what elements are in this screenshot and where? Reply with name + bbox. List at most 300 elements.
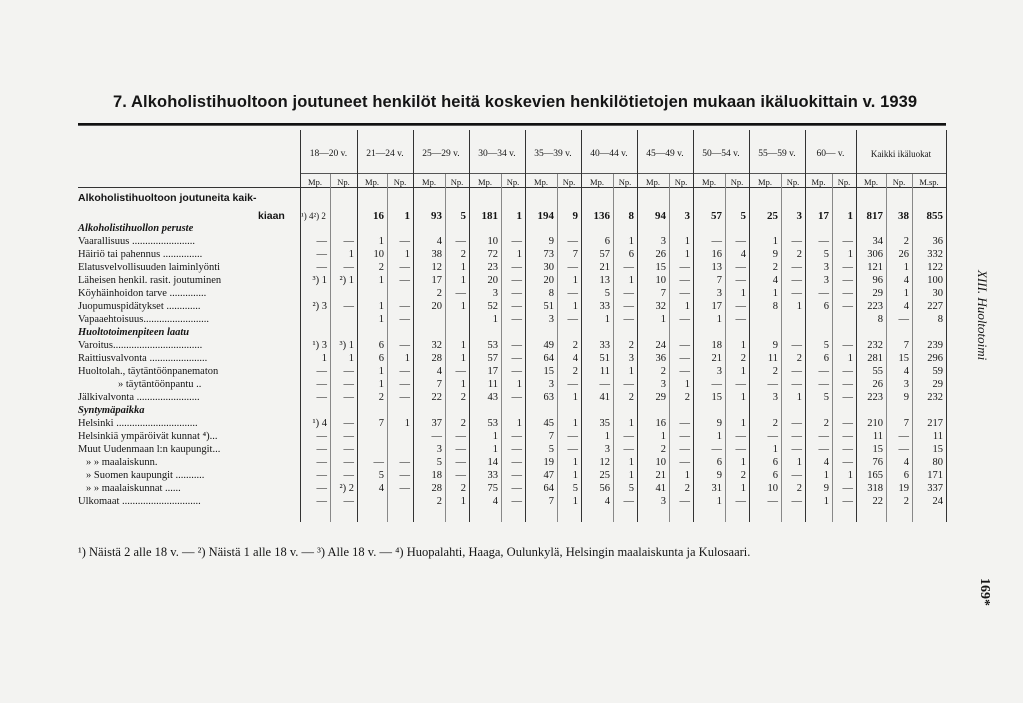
- age-group-header: 45—49 v.: [646, 148, 684, 159]
- table-cell: —: [343, 236, 354, 247]
- table-cell: 3: [823, 275, 829, 286]
- table-cell: 11: [487, 379, 498, 390]
- subcolumn-header: Mp.: [702, 177, 716, 187]
- table-cell: 239: [927, 340, 943, 351]
- table-cell: 29: [932, 379, 943, 390]
- table-cell: 32: [655, 301, 666, 312]
- table-cell: 2: [740, 470, 746, 481]
- table-cell: 37: [431, 418, 442, 429]
- table-cell: 1: [604, 314, 610, 325]
- table-cell: 1: [460, 353, 466, 364]
- table-cell: 332: [927, 249, 943, 260]
- subcolumn-header: Np.: [730, 177, 744, 187]
- table-cell: —: [511, 340, 522, 351]
- table-cell: 16: [373, 210, 384, 222]
- table-cell: 25: [599, 470, 610, 481]
- table-cell: —: [711, 379, 722, 390]
- table-cell: 1: [572, 470, 578, 481]
- table-cell: —: [842, 392, 853, 403]
- table-cell: 10: [373, 249, 384, 260]
- table-cell: 2: [460, 418, 466, 429]
- table-cell: —: [791, 379, 802, 390]
- table-cell: 1: [823, 496, 829, 507]
- total-label-line2: kiaan: [258, 210, 285, 222]
- table-cell: 6: [823, 301, 829, 312]
- table-cell: —: [399, 366, 410, 377]
- age-group-header: 50—54 v.: [702, 148, 740, 159]
- age-group-header: Kaikki ikäluokat: [870, 148, 932, 159]
- table-cell: —: [455, 288, 466, 299]
- table-cell: —: [623, 288, 634, 299]
- table-cell: 1: [321, 353, 327, 364]
- table-cell: —: [316, 444, 327, 455]
- table-cell: 2: [460, 483, 466, 494]
- table-cell: 20: [487, 275, 498, 286]
- table-cell: 227: [927, 301, 943, 312]
- table-cell: 4: [903, 366, 909, 377]
- table-cell: 1: [404, 210, 410, 222]
- table-cell: 2: [628, 340, 634, 351]
- table-cell: 3: [492, 288, 498, 299]
- row-label: Raittiusvalvonta ......................: [78, 353, 208, 364]
- table-cell: 8: [937, 314, 943, 325]
- table-cell: 9: [772, 340, 778, 351]
- table-cell: 15: [932, 444, 943, 455]
- table-cell: —: [399, 262, 410, 273]
- table-cell: 1: [516, 418, 522, 429]
- page-number: 169*: [977, 578, 992, 606]
- table-cell: 1: [604, 431, 610, 442]
- table-cell: 57: [487, 353, 498, 364]
- table-cell: 9: [823, 483, 829, 494]
- table-cell: 20: [431, 301, 442, 312]
- table-cell: 296: [927, 353, 943, 364]
- table-cell: 1: [740, 457, 746, 468]
- table-cell: —: [679, 262, 690, 273]
- total-notes: ¹) 4²) 2: [301, 211, 326, 221]
- table-cell: 1: [572, 457, 578, 468]
- table-cell: 3: [604, 444, 610, 455]
- header-bottom-rule: [78, 187, 946, 188]
- table-cell: 5: [740, 210, 746, 222]
- table-cell: 1: [378, 236, 384, 247]
- table-cell: 2: [436, 288, 442, 299]
- table-cell: 41: [599, 392, 610, 403]
- table-cell: 3: [660, 379, 666, 390]
- table-cell: 6: [716, 457, 722, 468]
- table-cell: —: [791, 470, 802, 481]
- table-cell: 9: [548, 236, 554, 247]
- table-cell: —: [316, 249, 327, 260]
- table-cell: 7: [548, 431, 554, 442]
- table-cell: 1: [492, 444, 498, 455]
- total-label-line1: Alkoholistihuoltoon joutuneita kaik-: [78, 192, 257, 204]
- table-cell: 1: [572, 392, 578, 403]
- table-cell: —: [679, 496, 690, 507]
- table-cell: —: [623, 314, 634, 325]
- table-cell: —: [511, 431, 522, 442]
- table-cell: 7: [660, 288, 666, 299]
- table-cell: 2: [796, 483, 802, 494]
- table-cell: —: [735, 444, 746, 455]
- table-cell: —: [511, 262, 522, 273]
- table-cell: —: [791, 236, 802, 247]
- table-cell: —: [679, 353, 690, 364]
- table-cell: 1: [378, 379, 384, 390]
- table-cell: 55: [872, 366, 883, 377]
- table-cell: —: [399, 301, 410, 312]
- table-cell: 2: [796, 249, 802, 260]
- table-cell: —: [567, 431, 578, 442]
- table-cell: 136: [593, 210, 610, 222]
- table-cell: 12: [599, 457, 610, 468]
- table-cell: 5: [823, 340, 829, 351]
- table-cell: 24: [655, 340, 666, 351]
- table-cell: 13: [711, 262, 722, 273]
- table-cell: —: [818, 288, 829, 299]
- table-cell: —: [842, 340, 853, 351]
- table-cell: 2: [684, 483, 690, 494]
- table-cell: 15: [655, 262, 666, 273]
- table-cell: 1: [378, 314, 384, 325]
- table-cell: 94: [655, 210, 666, 222]
- table-cell: 4: [823, 457, 829, 468]
- table-cell: —: [791, 418, 802, 429]
- row-label: » Suomen kaupungit ...........: [86, 470, 205, 481]
- section-heading: Huoltotoimenpiteen laatu: [78, 327, 190, 338]
- table-cell: 17: [818, 210, 829, 222]
- table-cell: 51: [543, 301, 554, 312]
- table-cell: 3: [716, 366, 722, 377]
- table-cell: —: [791, 444, 802, 455]
- table-cell: 1: [572, 275, 578, 286]
- table-cell: 14: [487, 457, 498, 468]
- table-cell: —: [623, 262, 634, 273]
- table-cell: 9: [572, 210, 578, 222]
- table-cell: 6: [378, 353, 384, 364]
- table-cell: 21: [711, 353, 722, 364]
- table-cell: 306: [867, 249, 883, 260]
- subcolumn-header: Np.: [337, 177, 350, 187]
- table-cell: —: [599, 379, 610, 390]
- table-cell: 1: [903, 288, 909, 299]
- table-cell: 1: [740, 340, 746, 351]
- table-cell: —: [623, 431, 634, 442]
- subcolumn-header: Mp.: [478, 177, 492, 187]
- table-cell: —: [343, 431, 354, 442]
- top-rule-thin: [78, 125, 946, 126]
- subcolumn-header: Np.: [393, 177, 407, 187]
- table-cell: —: [735, 262, 746, 273]
- table-cell: 210: [867, 418, 883, 429]
- table-cell: —: [842, 262, 853, 273]
- table-cell: 25: [767, 210, 778, 222]
- table-cell: 10: [655, 275, 666, 286]
- table-cell: —: [791, 366, 802, 377]
- table-cell: 2: [572, 340, 578, 351]
- table-cell: —: [316, 262, 327, 273]
- table-cell: 18: [431, 470, 442, 481]
- table-cell: —: [343, 496, 354, 507]
- table-cell: —: [567, 379, 578, 390]
- table-cell: 6: [772, 470, 778, 481]
- table-cell: —: [316, 431, 327, 442]
- table-cell: —: [842, 366, 853, 377]
- table-cell: 11: [872, 431, 883, 442]
- table-cell: —: [842, 457, 853, 468]
- table-cell: 21: [599, 262, 610, 273]
- table-cell: —: [818, 444, 829, 455]
- table-cell: —: [431, 431, 442, 442]
- table-cell: 35: [599, 418, 610, 429]
- table-cell: —: [455, 366, 466, 377]
- table-cell: —: [842, 431, 853, 442]
- row-label: Läheisen henkil. rasit. joutuminen: [78, 275, 222, 286]
- subcolumn-header: Mp.: [864, 177, 878, 187]
- table-cell: 41: [655, 483, 666, 494]
- footnote: ¹) Näistä 2 alle 18 v. — ²) Näistä 1 alle 18 v. — ³) Alle 18 v. — ⁴) Huopalahti, Haaga, Oulunkylä, Helsingin maalaiskunta ja Kulosaari.: [78, 545, 751, 559]
- table-cell: 1: [628, 418, 634, 429]
- table-cell: 16: [711, 249, 722, 260]
- age-group-header: 18—20 v.: [309, 148, 348, 159]
- table-cell: 2: [684, 392, 690, 403]
- table-cell: —: [511, 444, 522, 455]
- table-cell: 5: [548, 444, 554, 455]
- table-cell: —: [455, 236, 466, 247]
- table-cell: —: [511, 457, 522, 468]
- table-cell: 17: [487, 366, 498, 377]
- subcolumn-header: Mp.: [646, 177, 660, 187]
- table-cell: —: [511, 288, 522, 299]
- table-cell: 1: [378, 275, 384, 286]
- table-cell: 10: [767, 483, 778, 494]
- table-cell: 1: [684, 301, 690, 312]
- table-cell: 1: [684, 379, 690, 390]
- table-cell: 8: [877, 314, 883, 325]
- table-cell: 53: [487, 418, 498, 429]
- table-cell: 2: [772, 262, 778, 273]
- table-cell: 28: [431, 483, 442, 494]
- table-cell: 4: [378, 483, 384, 494]
- table-cell: 80: [932, 457, 943, 468]
- table-cell: 3: [903, 379, 909, 390]
- row-label: Elatusvelvollisuuden laiminlyönti: [78, 262, 221, 273]
- table-cell: —: [898, 314, 909, 325]
- table-cell: 13: [599, 275, 610, 286]
- table-cell: ³) 1: [339, 340, 354, 351]
- table-cell: 59: [932, 366, 943, 377]
- table-cell: 1: [404, 353, 410, 364]
- subcolumn-header: Mp.: [590, 177, 604, 187]
- subcolumn-header: Np.: [674, 177, 688, 187]
- table-cell: —: [818, 236, 829, 247]
- table-cell: —: [842, 483, 853, 494]
- row-label: Vaarallisuus ........................: [78, 236, 195, 247]
- row-label: » » maalaiskunn.: [86, 457, 158, 468]
- row-label: Helsinkiä ympäröivät kunnat ⁴)...: [78, 431, 218, 442]
- row-label: » » maalaiskunnat ......: [86, 483, 181, 494]
- table-cell: —: [898, 431, 909, 442]
- table-cell: 4: [604, 496, 610, 507]
- table-cell: 5: [604, 288, 610, 299]
- table-cell: 181: [481, 210, 498, 222]
- table-cell: 9: [772, 249, 778, 260]
- table-cell: 1: [516, 249, 522, 260]
- table-cell: —: [711, 444, 722, 455]
- table-cell: —: [316, 379, 327, 390]
- table-cell: —: [623, 444, 634, 455]
- table-cell: —: [818, 379, 829, 390]
- table-cell: —: [679, 314, 690, 325]
- table-cell: —: [791, 262, 802, 273]
- table-cell: 7: [903, 340, 909, 351]
- table-cell: —: [735, 236, 746, 247]
- table-cell: —: [842, 301, 853, 312]
- table-cell: 1: [772, 444, 778, 455]
- table-cell: 1: [716, 314, 722, 325]
- table-cell: —: [735, 496, 746, 507]
- table-cell: 1: [796, 457, 802, 468]
- table-cell: 2: [378, 262, 384, 273]
- table-cell: 1: [660, 314, 666, 325]
- subcolumn-header: Mp.: [365, 177, 379, 187]
- table-cell: 23: [487, 262, 498, 273]
- table-cell: 2: [903, 496, 909, 507]
- table-cell: 3: [716, 288, 722, 299]
- table-cell: —: [316, 470, 327, 481]
- table-cell: 2: [660, 444, 666, 455]
- table-cell: 4: [903, 275, 909, 286]
- table-cell: 6: [772, 457, 778, 468]
- table-cell: —: [791, 431, 802, 442]
- table-cell: —: [679, 457, 690, 468]
- table-cell: —: [735, 301, 746, 312]
- table-cell: —: [791, 496, 802, 507]
- table-cell: 22: [431, 392, 442, 403]
- table-cell: —: [735, 275, 746, 286]
- table-cell: 10: [655, 457, 666, 468]
- table-cell: 232: [927, 392, 943, 403]
- table-cell: 1: [516, 379, 522, 390]
- table-cell: 21: [655, 470, 666, 481]
- table-cell: —: [735, 431, 746, 442]
- table-cell: —: [735, 379, 746, 390]
- age-group-header: 21—24 v.: [366, 148, 404, 159]
- table-cell: 1: [378, 366, 384, 377]
- table-cell: 19: [543, 457, 554, 468]
- table-cell: 6: [903, 470, 909, 481]
- table-cell: 1: [660, 431, 666, 442]
- table-cell: —: [373, 457, 384, 468]
- table-cell: 33: [599, 340, 610, 351]
- table-cell: 1: [684, 470, 690, 481]
- table-cell: 11: [932, 431, 943, 442]
- age-group-header: 25—29 v.: [422, 148, 460, 159]
- row-label: Köyhäinhoidon tarve ..............: [78, 288, 207, 299]
- table-cell: ¹) 4: [312, 418, 327, 429]
- row-label: Varoitus..................................: [78, 340, 203, 351]
- table-cell: 15: [872, 444, 883, 455]
- table-cell: 7: [716, 275, 722, 286]
- table-cell: —: [455, 444, 466, 455]
- table-cell: 4: [772, 275, 778, 286]
- table-cell: 1: [772, 288, 778, 299]
- table-cell: 30: [543, 262, 554, 273]
- table-cell: 26: [872, 379, 883, 390]
- table-cell: —: [511, 470, 522, 481]
- table-cell: 1: [572, 301, 578, 312]
- table-cell: 7: [548, 496, 554, 507]
- table-cell: 171: [927, 470, 943, 481]
- table-cell: 3: [628, 353, 634, 364]
- table-cell: —: [343, 262, 354, 273]
- table-cell: —: [511, 392, 522, 403]
- subcolumn-header: Np.: [618, 177, 632, 187]
- table-cell: 26: [898, 249, 909, 260]
- table-cell: 76: [872, 457, 883, 468]
- table-cell: 2: [796, 353, 802, 364]
- table-cell: —: [511, 314, 522, 325]
- table-cell: 5: [823, 392, 829, 403]
- table-cell: 1: [716, 431, 722, 442]
- table-cell: 3: [772, 392, 778, 403]
- table-cell: 63: [543, 392, 554, 403]
- table-cell: —: [343, 444, 354, 455]
- table-cell: 47: [543, 470, 554, 481]
- table-cell: —: [567, 262, 578, 273]
- age-group-header: 55—59 v.: [758, 148, 796, 159]
- table-cell: 15: [543, 366, 554, 377]
- table-cell: 1: [460, 496, 466, 507]
- table-cell: —: [567, 288, 578, 299]
- table-cell: —: [343, 457, 354, 468]
- table-cell: 1: [847, 249, 853, 260]
- subcolumn-header: Mp.: [422, 177, 436, 187]
- section-heading: Alkoholistihuollon peruste: [78, 223, 194, 234]
- table-cell: 1: [628, 366, 634, 377]
- table-cell: 96: [872, 275, 883, 286]
- subcolumn-header: Np.: [562, 177, 576, 187]
- table-cell: 5: [823, 249, 829, 260]
- table-cell: 26: [655, 249, 666, 260]
- table-cell: 1: [740, 418, 746, 429]
- column-divider-right: [946, 130, 947, 522]
- table-cell: —: [316, 366, 327, 377]
- table-cell: —: [679, 431, 690, 442]
- table-cell: 1: [492, 314, 498, 325]
- table-cell: —: [511, 496, 522, 507]
- table-cell: 8: [772, 301, 778, 312]
- table-cell: —: [399, 275, 410, 286]
- table-cell: —: [455, 457, 466, 468]
- table-cell: —: [623, 496, 634, 507]
- table-cell: —: [567, 314, 578, 325]
- table-cell: 9: [903, 392, 909, 403]
- table-cell: 1: [796, 301, 802, 312]
- table-cell: 1: [348, 249, 354, 260]
- table-cell: 4: [492, 496, 498, 507]
- table-cell: 29: [872, 288, 883, 299]
- table-cell: 4: [436, 236, 442, 247]
- table-cell: —: [767, 496, 778, 507]
- table-cell: 1: [684, 236, 690, 247]
- table-cell: 5: [436, 457, 442, 468]
- table-cell: 15: [898, 353, 909, 364]
- table-cell: —: [511, 483, 522, 494]
- table-cell: 100: [927, 275, 943, 286]
- table-cell: 1: [572, 418, 578, 429]
- row-label: Juopumuspidätykset .............: [78, 301, 201, 312]
